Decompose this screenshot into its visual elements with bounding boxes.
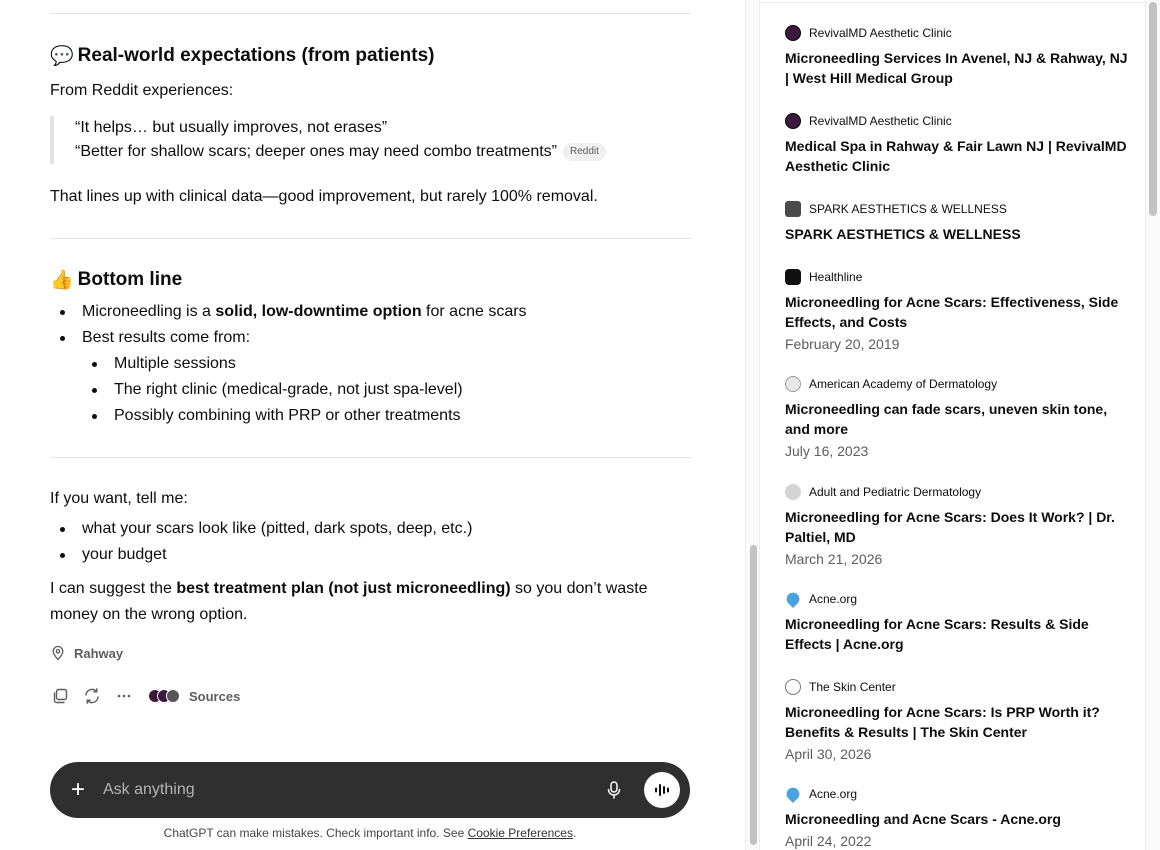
quote-text: “Better for shallow scars; deeper ones may need combo treatments” (75, 143, 557, 160)
source-item[interactable]: SPARK AESTHETICS & WELLNESS SPARK AESTHETICS & WELLNESS (785, 200, 1130, 244)
list-item: Possibly combining with PRP or other treatments (50, 403, 690, 429)
list-item: Multiple sessions (50, 351, 690, 377)
list-item: Microneedling is a solid, low-downtime option for acne scars (50, 299, 690, 325)
source-favicons (148, 689, 175, 703)
voice-mode-button[interactable] (644, 772, 680, 808)
speech-bubble-icon: 💬 (50, 45, 74, 67)
source-item[interactable]: The Skin Center Microneedling for Acne Scars: Is PRP Worth it? Benefits & Results | The Skin Center April 30, 2026 (785, 678, 1130, 764)
source-item[interactable]: RevivalMD Aesthetic Clinic Medical Spa in Rahway & Fair Lawn NJ | RevivalMD Aesthetic Clinic (785, 112, 1130, 176)
list-item: your budget (50, 542, 690, 568)
section-heading (50, 44, 435, 67)
spark-favicon-icon (785, 201, 801, 217)
source-title[interactable]: Microneedling for Acne Scars: Is PRP Worth it? Benefits & Results | The Skin Center (785, 704, 1100, 740)
source-item[interactable]: Acne.org Microneedling and Acne Scars - Acne.org April 24, 2022 (785, 785, 1130, 850)
divider (50, 457, 691, 458)
sources-label: Sources (189, 688, 241, 704)
skin-center-favicon-icon (785, 679, 801, 695)
copy-button[interactable] (50, 685, 70, 707)
main-scrollbar[interactable] (745, 0, 760, 850)
message-actions (50, 685, 240, 707)
source-date: April 24, 2022 (785, 833, 872, 849)
source-item[interactable]: Healthline Microneedling for Acne Scars: Effectiveness, Side Effects, and Costs February 20, 2019 (785, 268, 1130, 354)
favicon-icon (166, 689, 180, 703)
revivalmd-favicon-icon (785, 25, 801, 41)
source-title[interactable]: Microneedling for Acne Scars: Does It Work? | Dr. Paltiel, MD (785, 509, 1115, 545)
location-label: Rahway (74, 645, 124, 661)
location-tag[interactable] (50, 645, 123, 661)
heading-text: Bottom line (77, 268, 183, 290)
source-title[interactable]: Microneedling for Acne Scars: Results & Side Effects | Acne.org (785, 616, 1089, 652)
source-title[interactable]: Medical Spa in Rahway & Fair Lawn NJ | RevivalMD Aesthetic Clinic (785, 138, 1127, 174)
aad-favicon-icon (785, 376, 801, 392)
location-pin-icon (50, 645, 66, 661)
regenerate-button[interactable] (82, 685, 102, 707)
heading-text: Real-world expectations (from patients) (77, 44, 435, 66)
source-item[interactable]: RevivalMD Aesthetic Clinic Microneedling Services In Avenel, NJ & Rahway, NJ | West Hill Medical Group (785, 24, 1130, 88)
bullet-list (50, 299, 690, 429)
more-icon (115, 687, 133, 705)
source-date: July 16, 2023 (785, 443, 869, 459)
acne-org-favicon-icon (784, 590, 802, 608)
regenerate-icon (83, 687, 101, 705)
disclaimer: ChatGPT can make mistakes. Check important info. See Cookie Preferences. (163, 826, 577, 840)
panel-scrollbar[interactable] (1146, 0, 1160, 850)
thumbs-up-icon: 👍 (50, 269, 74, 291)
paragraph: If you want, tell me: (50, 490, 188, 507)
divider (50, 238, 691, 239)
paragraph: I can suggest the best treatment plan (not just microneedling) so you don’t waste money on the wrong option. (50, 580, 648, 623)
list-item: The right clinic (medical-grade, not just spa-level) (50, 377, 690, 403)
quote-line: “It helps… but usually improves, not erases” (75, 119, 388, 136)
microphone-icon (605, 780, 623, 800)
divider (50, 13, 691, 14)
list-item: what your scars look like (pitted, dark spots, deep, etc.) (50, 516, 690, 542)
revivalmd-favicon-icon (785, 113, 801, 129)
main-scrollbar-thumb[interactable] (750, 545, 757, 845)
cookie-preferences-link[interactable]: Cookie Preferences (467, 826, 573, 840)
microphone-button[interactable] (602, 778, 626, 802)
healthline-favicon-icon (785, 269, 801, 285)
source-title[interactable]: SPARK AESTHETICS & WELLNESS (785, 226, 1021, 242)
paragraph: From Reddit experiences: (50, 82, 234, 99)
source-date: April 30, 2026 (785, 746, 872, 762)
panel-scrollbar-thumb[interactable] (1149, 2, 1157, 216)
section-heading (50, 268, 182, 291)
blockquote (50, 116, 650, 164)
more-button[interactable] (114, 685, 134, 707)
bullet-list (50, 516, 690, 568)
sources-button[interactable] (148, 689, 240, 704)
source-title[interactable]: Microneedling for Acne Scars: Effectiveness, Side Effects, and Costs (785, 294, 1119, 330)
source-item[interactable]: Adult and Pediatric Dermatology Microneedling for Acne Scars: Does It Work? | Dr. Paltiel, MD March 21, 2026 (785, 483, 1130, 569)
citation-chip[interactable]: Reddit (563, 143, 606, 161)
dermatology-favicon-icon (785, 484, 801, 500)
source-title[interactable]: Microneedling Services In Avenel, NJ & Rahway, NJ | West Hill Medical Group (785, 50, 1128, 86)
list-item: Best results come from: (50, 325, 690, 351)
sources-panel (760, 0, 1146, 850)
source-title[interactable]: Microneedling can fade scars, uneven skin tone, and more (785, 401, 1108, 437)
source-date: February 20, 2019 (785, 336, 900, 352)
voice-mode-icon (653, 781, 671, 799)
source-item[interactable]: Acne.org Microneedling for Acne Scars: Results & Side Effects | Acne.org (785, 590, 1130, 654)
acne-org-favicon-icon (784, 785, 802, 803)
source-item[interactable]: American Academy of Dermatology Microneedling can fade scars, uneven skin tone, and more July 16, 2023 (785, 375, 1130, 461)
ask-input[interactable] (103, 781, 602, 799)
copy-icon (51, 687, 69, 705)
quote-line-2 (75, 140, 650, 164)
source-title[interactable]: Microneedling and Acne Scars - Acne.org (785, 811, 1061, 827)
source-date: March 21, 2026 (785, 551, 883, 567)
paragraph: That lines up with clinical data—good improvement, but rarely 100% removal. (50, 188, 598, 205)
divider (760, 2, 1146, 3)
plus-icon[interactable]: + (70, 776, 85, 803)
composer (50, 762, 690, 818)
